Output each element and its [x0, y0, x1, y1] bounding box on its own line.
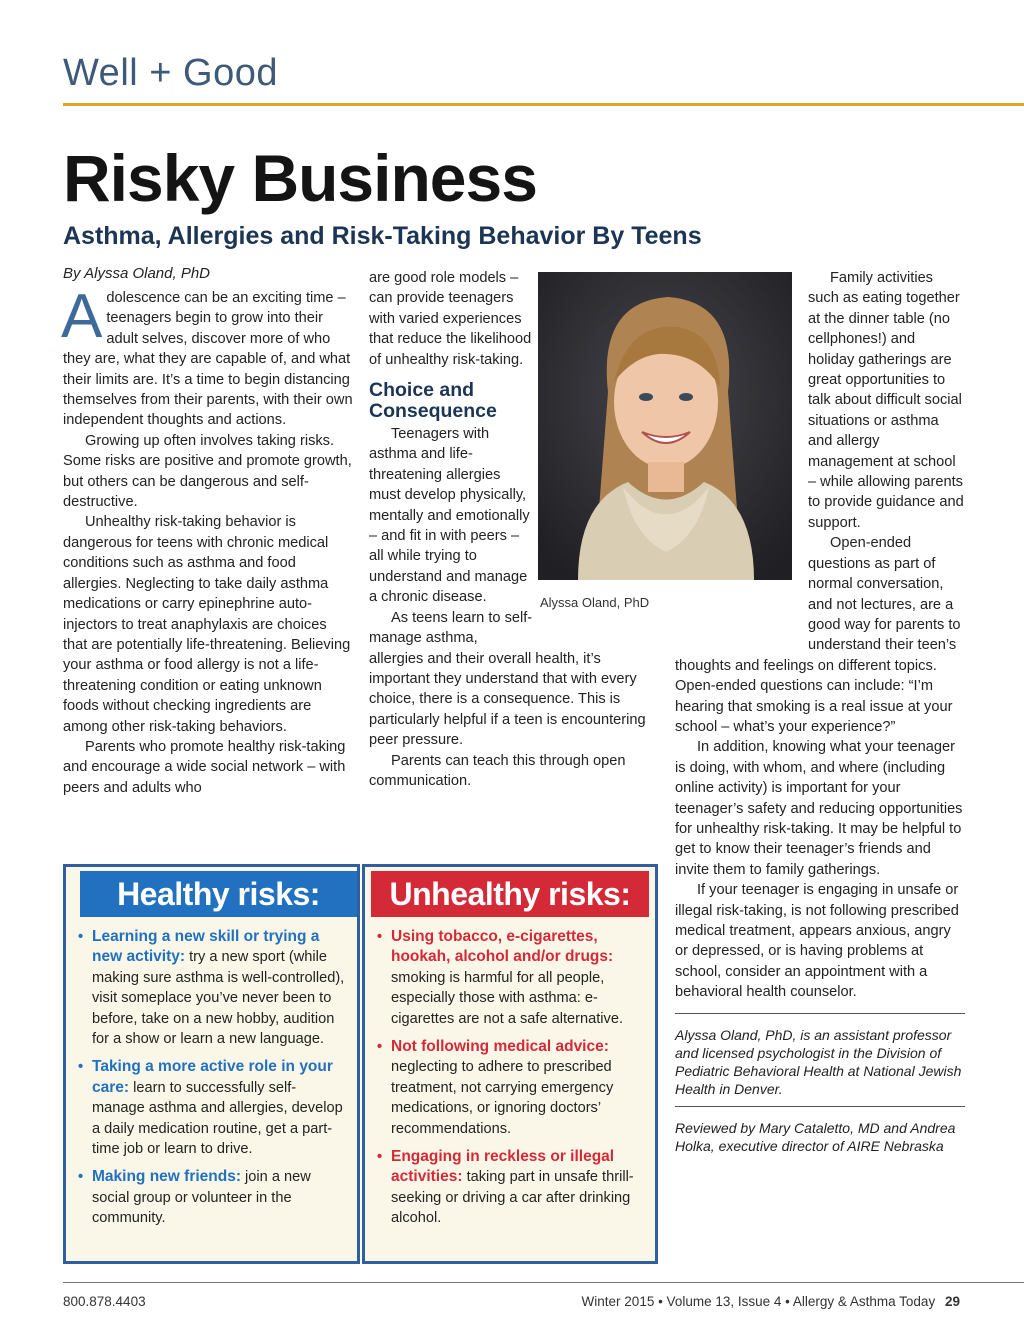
footer-issue	[582, 1294, 960, 1309]
item-text: taking part in unsafe thrill-seeking or driving a car after drinking alcohol.	[391, 1169, 634, 1227]
paragraph	[61, 282, 353, 431]
article-subtitle: Asthma, Allergies and Risk-Taking Behavior By Teens	[63, 222, 702, 250]
unhealthy-risks-title: Unhealthy risks:	[371, 871, 649, 917]
paragraph: Unhealthy risk-taking behavior is dangerous for teens with chronic medical conditions such as asthma and food allergies. Neglecting to take daily asthma medications or carry epinephrine auto-injectors to treat anaphylaxis are choices that are potentially life-threatening. Believing your asthma or food allergy is not a life-threatening condition or eating unknown foods without checking ingredients are among other risk-taking behaviors.	[63, 514, 351, 735]
item-lead: Engaging in reckless or illegal activities:	[391, 1148, 615, 1186]
healthy-risks-list	[74, 927, 347, 1237]
item-text: join a new social group or volunteer in the community.	[92, 1169, 311, 1227]
paragraph: If your teenager is engaging in unsafe or illegal risk-taking, is not following prescribed medical treatment, appears anxious, angry or depressed, or is having problems at school, consider an appointment with a behavioral health counselor.	[675, 882, 959, 1001]
column-1	[61, 282, 353, 798]
paragraph: are good role models – can provide teenagers with varied experiences that reduce the likelihood of unhealthy risk-taking.	[369, 270, 532, 368]
list-item	[74, 1167, 347, 1228]
footer-rule	[63, 1282, 1024, 1283]
healthy-risks-title: Healthy risks:	[80, 871, 357, 917]
footer-phone: 800.878.4403	[63, 1294, 146, 1309]
paragraph: In addition, knowing what your teenager is doing, with whom, and where (including online activity) is important for your teenager’s safety and reducing opportunities for unhealthy risk-taking. It may be helpful to get to know their teenager’s friends and invite them to family gatherings.	[675, 739, 963, 878]
paragraph: Open-ended questions as part of normal conversation, and not lectures, are a good way for parents to understand their teen’s thoughts and feelings on different topics. Open-ended questions can include: “I’m hearing that smoking is a real issue at your school – what’s your experience?”	[675, 535, 961, 735]
article-title: Risky Business	[63, 141, 537, 215]
paragraph: As teens learn to self-manage asthma, allergies and their overall health, it’s important they understand that with every choice, there is a consequence. This is particularly helpful if a teen is encountering peer pressure.	[369, 609, 646, 749]
item-text: neglecting to adhere to prescribed treatment, not carrying emergency medications, or ignoring doctors’ recommendations.	[391, 1059, 614, 1137]
item-text: smoking is harmful for all people, especially those with asthma: e-cigarettes are not a safe alternative.	[391, 969, 624, 1027]
paragraph-text: dolescence can be an exciting time – teenagers begin to grow into their adult selves, discover more of who they are, what they are capable of, and what their limits are. It’s a time to begin distancing themselves from their parents, with their own independent thoughts and actions.	[63, 290, 353, 429]
header-rule	[63, 103, 1024, 106]
list-item	[74, 927, 347, 1049]
byline: By Alyssa Oland, PhD	[63, 265, 211, 282]
drop-cap: A	[61, 282, 103, 351]
unhealthy-risks-list	[373, 927, 645, 1237]
item-lead: Not following medical advice:	[391, 1038, 609, 1056]
item-text: try a new sport (while making sure asthma is well-controlled), visit someplace you’ve never been to before, take on a new hobby, audition for a show or learn a new language.	[92, 949, 345, 1048]
divider	[675, 1013, 965, 1014]
list-item	[373, 1037, 645, 1139]
paragraph: Growing up often involves taking risks. Some risks are positive and promote growth, but others can be dangerous and self-destructive.	[63, 432, 352, 511]
author-bio: Alyssa Oland, PhD, is an assistant professor and licensed psychologist in the Division of Pediatric Behavioral Health at National Jewish Health in Denver.	[675, 1026, 962, 1097]
page-number: 29	[944, 1294, 960, 1309]
list-item	[74, 1057, 347, 1159]
item-lead: Taking a more active role in your care:	[92, 1058, 333, 1096]
photo-caption: Alyssa Oland, PhD	[540, 595, 650, 610]
section-heading: Choice and Consequence	[369, 379, 497, 423]
column-3	[675, 268, 965, 1155]
item-lead: Learning a new skill or trying a new activity:	[92, 928, 320, 966]
divider	[675, 1106, 965, 1107]
item-lead: Using tobacco, e-cigarettes, hookah, alcohol and/or drugs:	[391, 928, 614, 966]
issue-info: Winter 2015 • Volume 13, Issue 4 • Allergy & Asthma Today	[581, 1294, 936, 1309]
list-item	[373, 927, 645, 1029]
list-item	[373, 1147, 645, 1229]
item-text: learn to successfully self-manage asthma and allergies, develop a daily medication routine, get a part-time job or learn to drive.	[92, 1079, 343, 1158]
item-lead: Making new friends:	[92, 1168, 241, 1186]
paragraph: Parents who promote healthy risk-taking and encourage a wide social network – with peers and adults who	[63, 738, 346, 796]
photo-float-spacer	[675, 268, 808, 636]
section-title: Well + Good	[63, 52, 278, 94]
paragraph: Teenagers with asthma and life-threatening allergies must develop physically, mentally and emotionally – and fit in with peers – all while trying to understand and manage a chronic disease.	[369, 426, 530, 606]
healthy-risks-box	[63, 864, 360, 1264]
reviewed-by: Reviewed by Mary Cataletto, MD and Andrea Holka, executive director of AIRE Nebraska	[675, 1119, 956, 1154]
unhealthy-risks-box	[362, 864, 658, 1264]
paragraph: Family activities such as eating together at the dinner table (no cellphones!) and holiday gatherings are great opportunities to talk about difficult social situations or asthma and allergy management at school – while allowing parents to provide guidance and support.	[808, 270, 964, 531]
paragraph: Parents can teach this through open communication.	[369, 752, 626, 789]
